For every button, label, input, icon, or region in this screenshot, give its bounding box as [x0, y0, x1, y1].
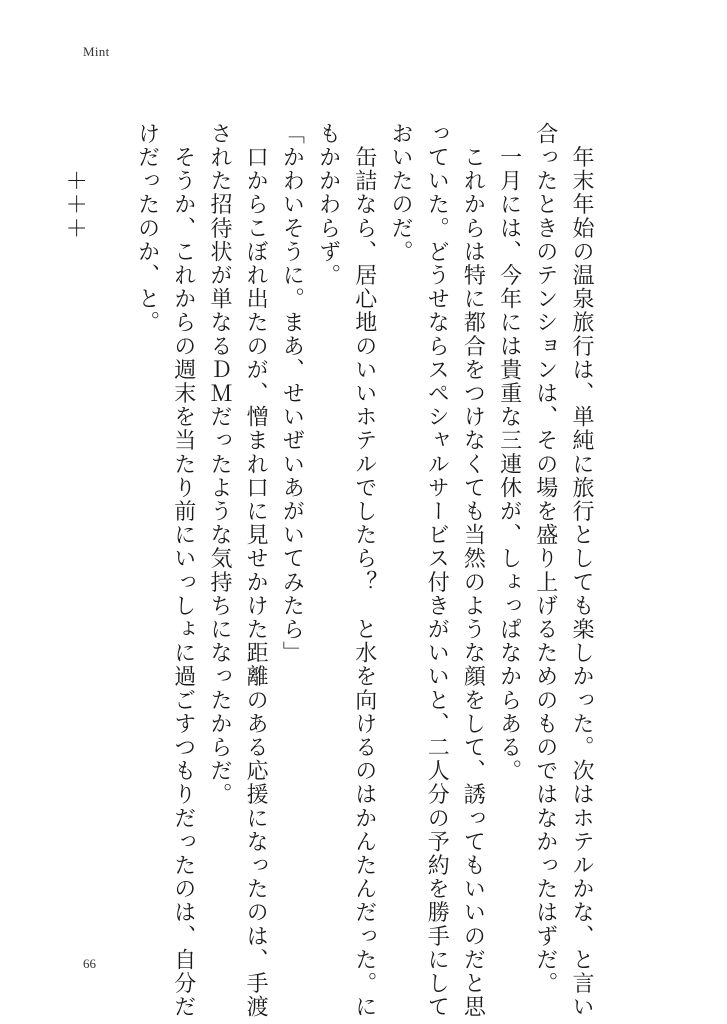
text-line: された招待状が単なるＤＭだったような気持ちになったからだ。: [206, 122, 232, 807]
text-line: そうか、これからの週末を当たり前にいっしょに過ごすつもりだったのは、自分だ: [170, 122, 196, 1019]
page-number: 66: [83, 956, 96, 971]
text-line: 「かわいそうに。まあ、せいぜいあがいてみたら」: [279, 122, 305, 665]
text-line: けだったのか、と。: [134, 122, 160, 335]
blank-line: [92, 122, 128, 158]
running-header: Mint: [83, 44, 110, 59]
text-line: もかかわらず。: [315, 122, 341, 288]
text-line: 合ったときのテンションは、その場を盛り上げるためのものではなかったはずだ。: [532, 122, 558, 996]
section-break: ＋＋＋: [62, 122, 88, 240]
text-line: おいたのだ。: [387, 122, 413, 264]
text-line: 缶詰なら、居心地のいいホテルでしたら？ と水を向けるのはかんたんだった。に: [351, 122, 377, 1019]
text-line: 年末年始の温泉旅行は、単純に旅行としても楽しかった。次はホテルかな、と言い: [569, 122, 594, 1019]
text-line: っていた。どうせならスペシャルサービス付きがいいと、二人分の予約を勝手にして: [424, 122, 450, 1019]
text-line: これからは特に都合をつけなくても当然のような顔をして、誘ってもいいのだと思: [460, 122, 486, 1019]
text-line: 口からこぼれ出たのが、憎まれ口に見せかけた距離のある応援になったのは、手渡: [243, 122, 269, 1019]
text-line: 一月には、今年には貴重な三連休が、しょっぱなからある。: [496, 122, 522, 783]
